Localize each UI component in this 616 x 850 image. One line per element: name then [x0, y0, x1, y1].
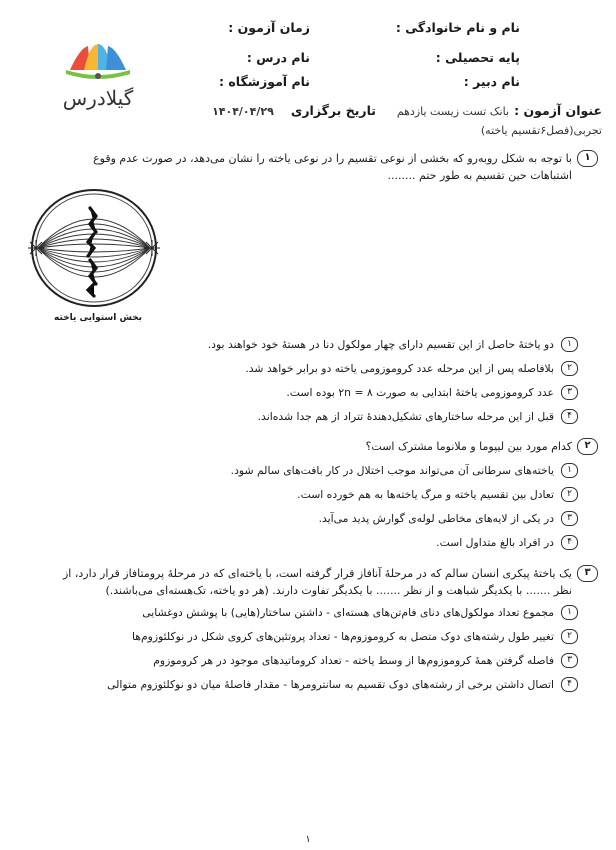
grade-label: پایه تحصیلی : — [435, 50, 520, 65]
exam-title-value: بانک تست زیست یازدهم — [396, 105, 510, 118]
exam-title — [397, 100, 602, 119]
q2-option-2-text[interactable]: تعادل بین تقسیم یاخته و مرگ یاخته‌ها به هم خورده است. — [297, 488, 554, 501]
date-label: تاریخ برگزاری — [290, 103, 376, 118]
q2-option-4-number[interactable]: ۴ — [561, 535, 578, 550]
q1-option-2-number[interactable]: ۲ — [561, 361, 578, 376]
q1-option-3-text[interactable]: عدد کروموزومی یاختهٔ ابتدایی به صورت ۲n = ۸ بوده است. — [286, 386, 554, 399]
school-label: نام آموزشگاه : — [219, 74, 310, 89]
q3-option-4-number[interactable]: ۴ — [561, 677, 578, 692]
q3-option-4-text[interactable]: اتصال داشتن برخی از رشته‌های دوک تقسیم به سانترومرها - مقدار فاصلهٔ میان دو نوکلئوزوم متوالی — [107, 678, 554, 691]
spindle-figure — [28, 186, 160, 310]
q2-option-3-number[interactable]: ۳ — [561, 511, 578, 526]
exam-title-label: عنوان آزمون : — [514, 103, 602, 118]
question-3-number: ۳ — [577, 565, 598, 582]
q3-option-1-number[interactable]: ۱ — [561, 605, 578, 620]
q3-option-2-text[interactable]: تغییر طول رشته‌های دوک متصل به کروموزوم‌ها - تعداد پروتئین‌های کروی شکل در نوکلئوزوم‌ها — [131, 630, 554, 643]
q3-option-3-number[interactable]: ۳ — [561, 653, 578, 668]
q1-option-4-number[interactable]: ۴ — [561, 409, 578, 424]
question-2-number: ۲ — [577, 438, 598, 455]
logo — [62, 40, 134, 114]
q2-option-2-number[interactable]: ۲ — [561, 487, 578, 502]
q3-option-1-text[interactable]: مجموع تعداد مولکول‌های دنای فام‌تن‌های هسته‌ای - داشتن ساختار(هایی) با پوشش دوغشایی — [142, 606, 554, 619]
q2-option-1-number[interactable]: ۱ — [561, 463, 578, 478]
lesson-label: نام درس : — [246, 50, 310, 65]
exam-time-label: زمان آزمون : — [228, 20, 310, 35]
question-3-text: یک یاختهٔ پیکری انسان سالم که در مرحلهٔ آنافاز قرار گرفته است، با یاخته‌ای که در مرحلهٔ پرومتافاز قرار دارد، از نظر ....... با یکدیگر شباهت و از نظر ....... با یکدیگر تفاوت دارند. (هر دو یاخته، تک‌هسته‌ای می‌باشند.) — [62, 567, 572, 597]
exam-date — [212, 100, 376, 119]
exam-title-continued: تجربی(فصل۶تقسیم یاخته) — [480, 124, 602, 137]
spindle-diagram — [28, 186, 160, 310]
q1-option-1-text[interactable]: دو یاختهٔ حاصل از این تقسیم دارای چهار مولکول دنا در هستهٔ خود خواهند بود. — [207, 338, 554, 351]
figure-caption: بخش استوایی یاخته — [54, 313, 143, 323]
q2-option-3-text[interactable]: در یکی از لایه‌های مخاطی لوله‌ی گوارش پدید می‌آید. — [318, 512, 554, 525]
q2-option-4-text[interactable]: در افراد بالغ متداول است. — [436, 536, 554, 549]
question-1-text: با توجه به شکل روبه‌رو که بخشی از نوعی تقسیم را در نوعی یاخته را نشان می‌دهد، در صورت عدم وقوع اشتباهات حین تقسیم به طور حتم ........ — [93, 152, 572, 182]
question-1-number: ۱ — [577, 150, 598, 167]
q1-option-2-text[interactable]: بلافاصله پس از این مرحله عدد کروموزومی یاخته دو برابر خواهد شد. — [245, 362, 554, 375]
q1-option-1-number[interactable]: ۱ — [561, 337, 578, 352]
page-number: ۱ — [305, 834, 311, 845]
logo-book-icon — [62, 40, 134, 80]
teacher-label: نام دبیر : — [463, 74, 520, 89]
student-name-label: نام و نام خانوادگی : — [395, 20, 520, 35]
date-value: ۱۴۰۴/۰۴/۲۹ — [212, 105, 274, 118]
q1-option-3-number[interactable]: ۳ — [561, 385, 578, 400]
q3-option-3-text[interactable]: فاصله گرفتن همهٔ کروموزوم‌ها از وسط یاخته - تعداد کروماتیدهای موجود در هر کروموزوم — [153, 654, 554, 667]
q1-option-4-text[interactable]: قبل از این مرحله ساختارهای تشکیل‌دهندهٔ تتراد از هم جدا شده‌اند. — [257, 410, 554, 423]
q2-option-1-text[interactable]: یاخته‌های سرطانی آن می‌تواند موجب اختلال در کار بافت‌های سالم شود. — [230, 464, 554, 477]
logo-text: گیلادرس — [62, 86, 134, 110]
question-2-text: کدام مورد بین لیپوما و ملانوما مشترک است؟ — [365, 440, 572, 453]
q3-option-2-number[interactable]: ۲ — [561, 629, 578, 644]
